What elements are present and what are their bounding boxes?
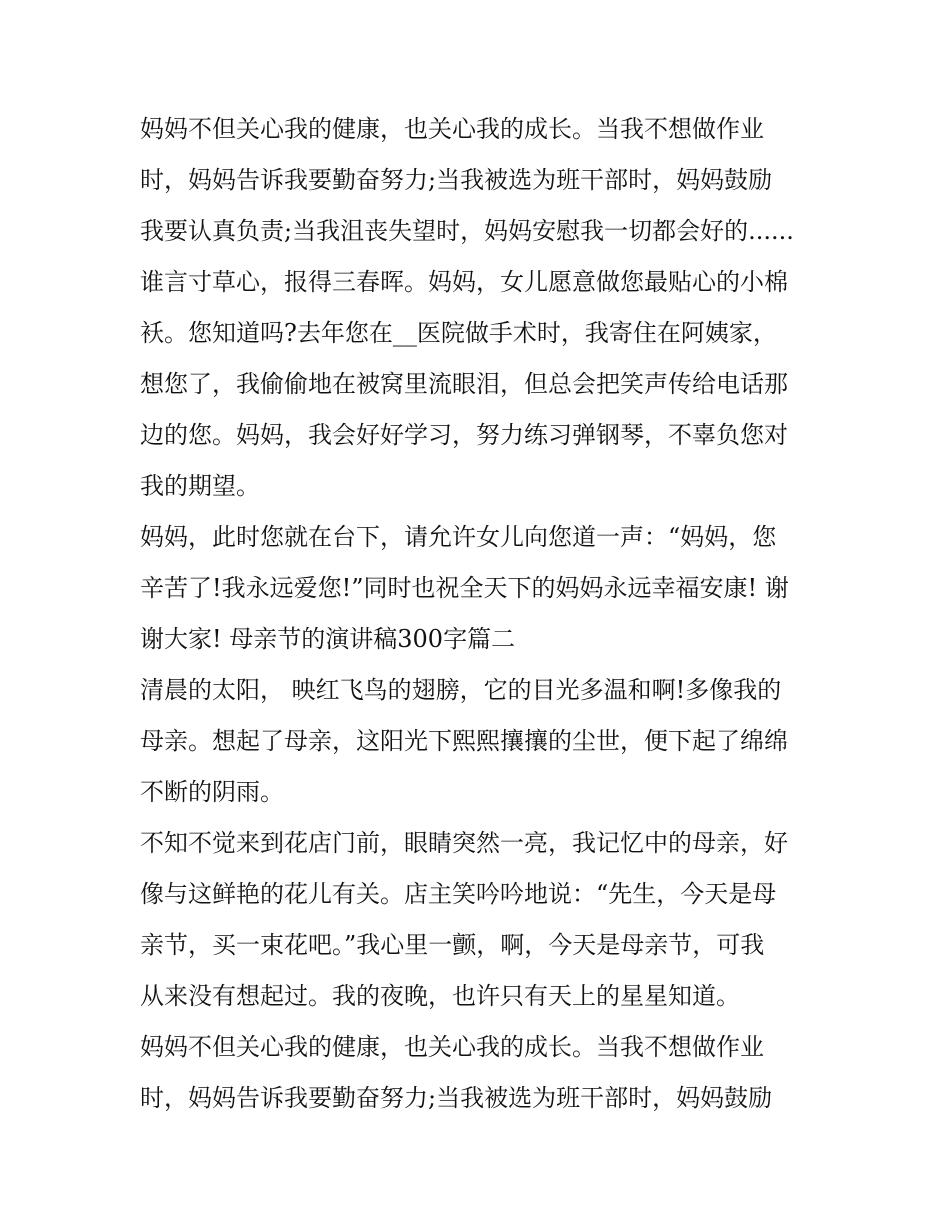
text-line: 我要认真负责;当我沮丧失望时，妈妈安慰我一切都会好的...... bbox=[140, 217, 794, 245]
text-line: 谁言寸草心，报得三春晖。妈妈，女儿愿意做您最贴心的小棉 bbox=[140, 268, 788, 296]
text-line: 清晨的太阳， 映红飞鸟的翅膀，它的目光多温和啊!多像我的 bbox=[140, 676, 782, 704]
text-line: 妈妈，此时您就在台下，请允许女儿向您道一声：“妈妈，您 bbox=[140, 523, 777, 551]
body-text bbox=[140, 104, 830, 1124]
text-line: 想您了，我偷偷地在被窝里流眼泪，但总会把笑声传给电话那 bbox=[140, 370, 788, 398]
text-line: 母亲。想起了母亲，这阳光下熙熙攘攘的尘世，便下起了绵绵 bbox=[140, 727, 788, 755]
text-line: 从来没有想起过。我的夜晚，也许只有天上的星星知道。 bbox=[140, 982, 740, 1010]
text-line: 像与这鲜艳的花儿有关。店主笑吟吟地说：“先生，今天是母 bbox=[140, 880, 777, 908]
text-line: 袄。您知道吗?去年您在__医院做手术时，我寄住在阿姨家， bbox=[140, 319, 777, 347]
text-line: 时，妈妈告诉我要勤奋努力;当我被选为班干部时，妈妈鼓励 bbox=[140, 166, 773, 194]
text-line: 妈妈不但关心我的健康，也关心我的成长。当我不想做作业 bbox=[140, 1033, 764, 1061]
text-line: 不断的阴雨。 bbox=[140, 778, 284, 806]
text-line: 我的期望。 bbox=[140, 472, 260, 500]
text-line: 亲节，买一束花吧。”我心里一颤，啊，今天是母亲节，可我 bbox=[140, 931, 765, 959]
text-line: 妈妈不但关心我的健康，也关心我的成长。当我不想做作业 bbox=[140, 115, 764, 143]
text-line: 不知不觉来到花店门前，眼睛突然一亮，我记忆中的母亲，好 bbox=[140, 829, 788, 857]
section-heading-line: 谢大家! 母亲节的演讲稿300字篇二 bbox=[140, 625, 516, 653]
text-line: 边的您。妈妈，我会好好学习，努力练习弹钢琴，不辜负您对 bbox=[140, 421, 788, 449]
text-line: 时，妈妈告诉我要勤奋努力;当我被选为班干部时，妈妈鼓励 bbox=[140, 1084, 773, 1112]
text-line: 辛苦了!我永远爱您!”同时也祝全天下的妈妈永远幸福安康! 谢 bbox=[140, 574, 789, 602]
